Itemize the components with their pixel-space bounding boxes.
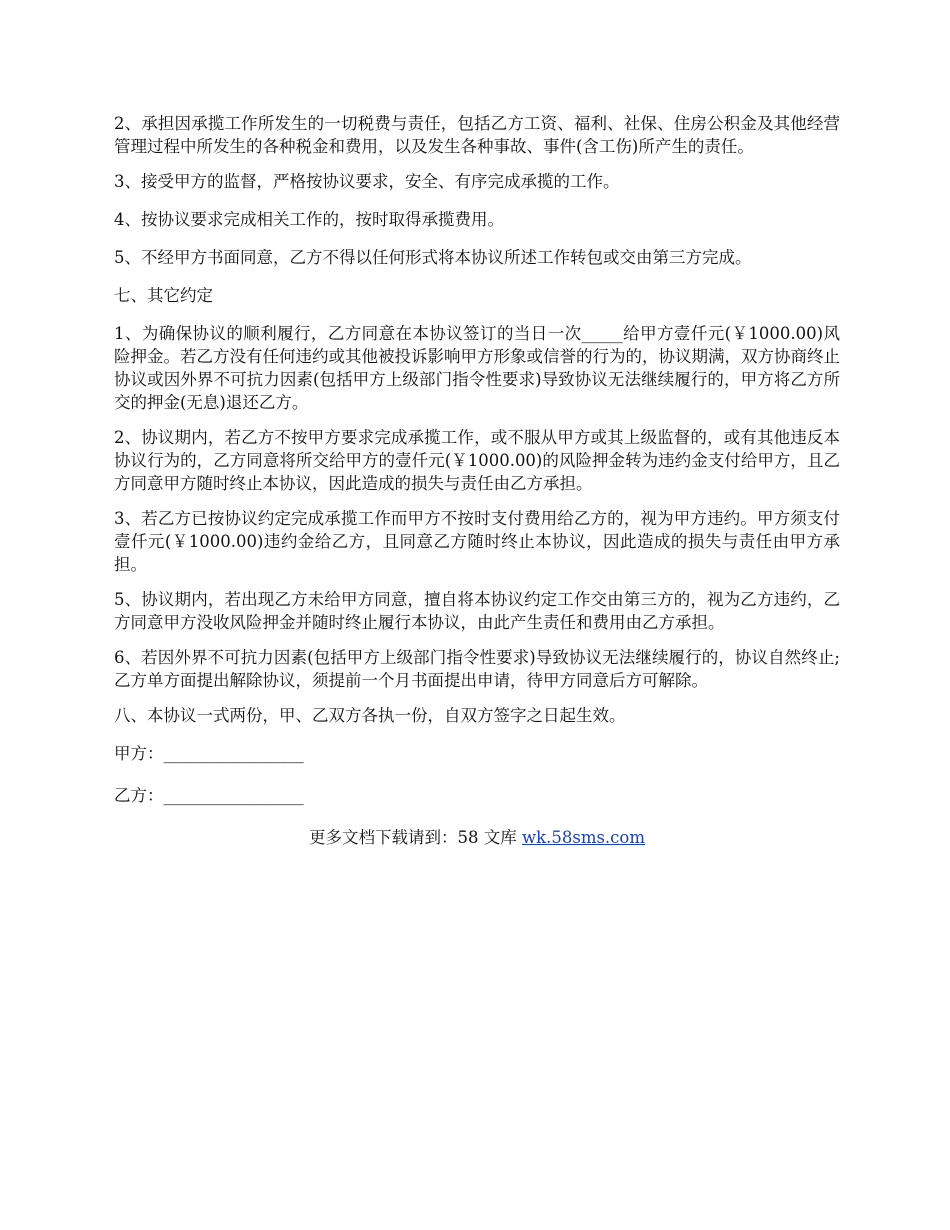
- clause-3-supervision: 3、接受甲方的监督，严格按协议要求，安全、有序完成承揽的工作。: [114, 172, 620, 191]
- term-5-third-party: 5、协议期内，若出现乙方未给甲方同意，擅自将本协议约定工作交由第三方的，视为乙方违约，乙方同意甲方没收风险押金并随时终止履行本协议，由此产生责任和费用由乙方承担。: [114, 590, 840, 632]
- term-1-deposit: 1、为确保协议的顺利履行，乙方同意在本协议签订的当日一次_____给甲方壹仟元(￥1000.00)风险押金。若乙方没有任何违约或其他被投诉影响甲方形象或信誉的行为的，协议期满，双方协商终止协议或因外界不可抗力因素(包括甲方上级部门指令性要求)导致协议无法继续履行的，甲方将乙方所交的押金(无息)退还乙方。: [114, 324, 840, 412]
- document-body: [114, 112, 840, 849]
- term-6-force-majeure: 6、若因外界不可抗力因素(包括甲方上级部门指令性要求)导致协议无法继续履行的，协议自然终止;乙方单方面提出解除协议，须提前一个月书面提出申请，待甲方同意后方可解除。: [114, 648, 840, 690]
- footer-link[interactable]: wk.58sms.com: [521, 828, 645, 847]
- party-a-signature-line: 甲方：_________________: [114, 744, 304, 763]
- clause-5-subcontract: 5、不经甲方书面同意，乙方不得以任何形式将本协议所述工作转包或交由第三方完成。: [114, 248, 752, 267]
- section-heading-other-terms: 七、其它约定: [114, 286, 213, 305]
- section-eight-copies: 八、本协议一式两份，甲、乙双方各执一份，自双方签字之日起生效。: [114, 706, 626, 725]
- download-footer: [114, 826, 840, 849]
- party-b-signature-line: 乙方：_________________: [114, 786, 304, 805]
- footer-text: 更多文档下载请到：58 文库: [308, 828, 522, 847]
- term-2-breach-party-b: 2、协议期内，若乙方不按甲方要求完成承揽工作，或不服从甲方或其上级监督的，或有其他违反本协议行为的，乙方同意将所交给甲方的壹仟元(￥1000.00)的风险押金转为违约金支付给甲方，且乙方同意甲方随时终止本协议，因此造成的损失与责任由乙方承担。: [114, 428, 840, 493]
- clause-4-fees: 4、按协议要求完成相关工作的，按时取得承揽费用。: [114, 210, 504, 229]
- clause-2-taxes: 2、承担因承揽工作所发生的一切税费与责任，包括乙方工资、福利、社保、住房公积金及其他经营管理过程中所发生的各种税金和费用，以及发生各种事故、事件(含工伤)所产生的责任。: [114, 114, 840, 156]
- term-3-breach-party-a: 3、若乙方已按协议约定完成承揽工作而甲方不按时支付费用给乙方的，视为甲方违约。甲方须支付壹仟元(￥1000.00)违约金给乙方，且同意乙方随时终止本协议，因此造成的损失与责任由甲方承担。: [114, 509, 840, 574]
